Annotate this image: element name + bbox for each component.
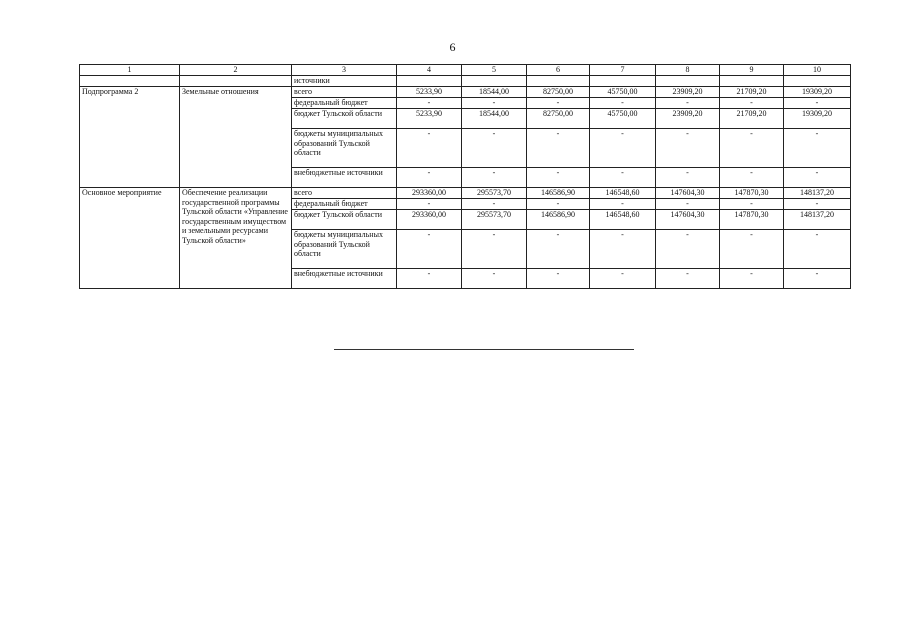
source-cell: федеральный бюджет <box>292 199 397 210</box>
section-name-cell: Подпрограмма 2 <box>80 87 180 188</box>
source-cell: всего <box>292 87 397 98</box>
source-cell: источники <box>292 76 397 87</box>
value-cell: 5233,90 <box>397 109 462 129</box>
value-cell: 293360,00 <box>397 210 462 230</box>
value-cell: - <box>462 199 527 210</box>
value-cell: - <box>590 98 656 109</box>
value-cell: - <box>397 199 462 210</box>
value-cell: 147870,30 <box>720 188 784 199</box>
value-cell: 148137,20 <box>784 188 851 199</box>
empty-cell <box>462 76 527 87</box>
section-name-cell: Основное мероприятие <box>80 188 180 289</box>
value-cell: 23909,20 <box>656 87 720 98</box>
value-cell: - <box>527 98 590 109</box>
value-cell: 147604,30 <box>656 188 720 199</box>
value-cell: 21709,20 <box>720 87 784 98</box>
continuation-row <box>80 76 851 87</box>
value-cell: 82750,00 <box>527 109 590 129</box>
table-row <box>80 188 851 199</box>
value-cell: - <box>590 269 656 289</box>
value-cell: - <box>397 98 462 109</box>
header-cell: 5 <box>462 65 527 76</box>
source-cell: бюджеты муниципальных образований Тульской области <box>292 230 397 269</box>
source-cell: федеральный бюджет <box>292 98 397 109</box>
value-cell: - <box>720 269 784 289</box>
value-cell: - <box>527 129 590 168</box>
value-cell: - <box>720 230 784 269</box>
value-cell: 45750,00 <box>590 87 656 98</box>
value-cell: - <box>590 129 656 168</box>
value-cell: 21709,20 <box>720 109 784 129</box>
page-number: 6 <box>449 40 456 54</box>
header-cell: 4 <box>397 65 462 76</box>
value-cell: - <box>784 230 851 269</box>
value-cell: - <box>462 98 527 109</box>
value-cell: - <box>656 129 720 168</box>
value-cell: 295573,70 <box>462 210 527 230</box>
source-cell: внебюджетные источники <box>292 168 397 188</box>
header-cell: 8 <box>656 65 720 76</box>
value-cell: 147870,30 <box>720 210 784 230</box>
value-cell: - <box>656 230 720 269</box>
value-cell: 82750,00 <box>527 87 590 98</box>
value-cell: - <box>527 168 590 188</box>
value-cell: - <box>656 168 720 188</box>
value-cell: 148137,20 <box>784 210 851 230</box>
value-cell: - <box>462 269 527 289</box>
header-cell: 1 <box>80 65 180 76</box>
value-cell: 18544,00 <box>462 87 527 98</box>
value-cell: 147604,30 <box>656 210 720 230</box>
value-cell: - <box>397 129 462 168</box>
empty-cell <box>590 76 656 87</box>
value-cell: - <box>462 230 527 269</box>
empty-cell <box>656 76 720 87</box>
value-cell: - <box>720 98 784 109</box>
table-row <box>80 87 851 98</box>
budget-table <box>79 64 851 289</box>
value-cell: 146586,90 <box>527 210 590 230</box>
value-cell: - <box>720 199 784 210</box>
value-cell: - <box>397 168 462 188</box>
value-cell: - <box>784 199 851 210</box>
value-cell: - <box>527 269 590 289</box>
bottom-divider <box>334 349 634 350</box>
value-cell: - <box>784 98 851 109</box>
value-cell: 45750,00 <box>590 109 656 129</box>
value-cell: - <box>462 129 527 168</box>
value-cell: - <box>720 168 784 188</box>
source-cell: бюджеты муниципальных образований Тульской области <box>292 129 397 168</box>
header-cell: 10 <box>784 65 851 76</box>
value-cell: 293360,00 <box>397 188 462 199</box>
value-cell: - <box>397 269 462 289</box>
value-cell: 146548,60 <box>590 188 656 199</box>
source-cell: внебюджетные источники <box>292 269 397 289</box>
value-cell: - <box>527 230 590 269</box>
value-cell: 18544,00 <box>462 109 527 129</box>
value-cell: 19309,20 <box>784 109 851 129</box>
value-cell: - <box>462 168 527 188</box>
header-cell: 6 <box>527 65 590 76</box>
value-cell: - <box>656 269 720 289</box>
header-cell: 2 <box>180 65 292 76</box>
empty-cell <box>784 76 851 87</box>
value-cell: - <box>656 98 720 109</box>
source-cell: всего <box>292 188 397 199</box>
header-cell: 3 <box>292 65 397 76</box>
value-cell: - <box>527 199 590 210</box>
header-cell: 9 <box>720 65 784 76</box>
value-cell: 295573,70 <box>462 188 527 199</box>
section-description-cell: Земельные отношения <box>180 87 292 188</box>
value-cell: - <box>590 168 656 188</box>
empty-cell <box>180 76 292 87</box>
value-cell: - <box>590 230 656 269</box>
empty-cell <box>397 76 462 87</box>
value-cell: - <box>397 230 462 269</box>
value-cell: 146586,90 <box>527 188 590 199</box>
value-cell: - <box>784 168 851 188</box>
value-cell: - <box>656 199 720 210</box>
value-cell: 19309,20 <box>784 87 851 98</box>
value-cell: 146548,60 <box>590 210 656 230</box>
value-cell: - <box>784 269 851 289</box>
empty-cell <box>720 76 784 87</box>
value-cell: 23909,20 <box>656 109 720 129</box>
empty-cell <box>527 76 590 87</box>
table-header-row <box>80 65 851 76</box>
value-cell: - <box>720 129 784 168</box>
value-cell: 5233,90 <box>397 87 462 98</box>
source-cell: бюджет Тульской области <box>292 109 397 129</box>
value-cell: - <box>590 199 656 210</box>
header-cell: 7 <box>590 65 656 76</box>
source-cell: бюджет Тульской области <box>292 210 397 230</box>
empty-cell <box>80 76 180 87</box>
value-cell: - <box>784 129 851 168</box>
section-description-cell: Обеспечение реализации государственной программы Тульской области «Управление государственным имуществом и земельными ресурсами Тульской области» <box>180 188 292 289</box>
